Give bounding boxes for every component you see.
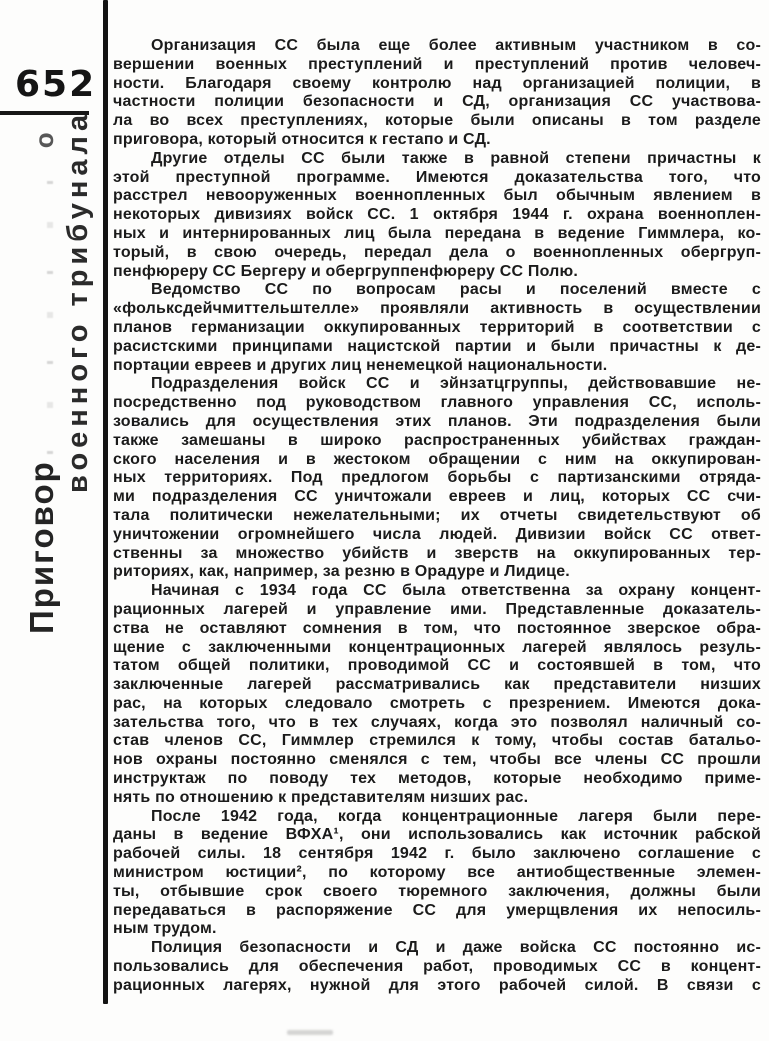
paragraph: [113, 150, 761, 282]
text-line: ми подразделения СС уничтожали евреев и лиц, которых СС счи-: [113, 488, 761, 506]
text-line: рационных лагерях, нужной для этого рабочей силой. В связи с: [113, 976, 761, 994]
text-line: пользовались для обеспечения работ, проводимых СС в концент-: [113, 958, 761, 976]
text-line: зовались для осуществления этих планов. Эти подразделения были: [113, 412, 761, 430]
text-line: портации евреев и других лиц ненемецкой национальности.: [113, 356, 608, 374]
text-line: щение с заключенными концентрационных лагерей являлось резуль-: [113, 638, 761, 656]
paragraph: [113, 808, 761, 940]
text-line: Другие отделы СС были также в равной степени причастны к: [151, 149, 761, 167]
text-line: вершении военных преступлений и преступлений против человеч-: [113, 55, 761, 73]
text-line: ства не оставляют сомнения в том, что постоянное зверское обра-: [113, 619, 761, 637]
paragraph: [113, 375, 761, 582]
text-line: пенфюреру СС Бергеру и обергруппенфюреру СС Полю.: [113, 262, 579, 280]
text-line: даны в ведение ВФХА¹, они использовались как источник рабской: [113, 826, 761, 844]
text-line: рас, на которых следовало смотреть с презрением. Имеются дока-: [113, 694, 761, 712]
text-line: ственны за множество убийств и зверств на оккупированных тер-: [113, 544, 761, 562]
text-line: расистскими принципами нацистской партии и были причастны к де-: [113, 337, 761, 355]
text-line: этой преступной программе. Имеются доказательства того, что: [113, 168, 761, 186]
text-line: планов германизации оккупированных территорий в соответствии с: [113, 318, 761, 336]
text-line: нять по отношению к представителям низших рас.: [113, 788, 529, 806]
text-line: приговора, который относится к гестапо и СД.: [113, 130, 491, 148]
text-line: министром юстиции², по которому все антиобщественные элемен-: [113, 864, 761, 882]
paragraph: [113, 582, 761, 808]
text-line: передаваться в распоряжение СС для умерщвления их непосиль-: [113, 901, 761, 919]
faded-letter: о: [29, 130, 59, 149]
margin-title-line1: [25, 130, 60, 634]
text-line: также замешаны в широко распространенных убийствах граждан-: [113, 431, 761, 449]
margin-title-word: Приговор: [23, 460, 60, 634]
scan-smudge: [287, 1030, 333, 1035]
margin-title-line2: военного трибунала: [62, 109, 94, 493]
text-line: уничтожении огромнейшего числа людей. Дивизии войск СС ответ-: [113, 525, 761, 543]
text-line: татом общей политики, проводимой СС и состоявшей в том, что: [113, 657, 761, 675]
text-line: Подразделения войск СС и эйнзатцгруппы, действовавшие не-: [151, 375, 761, 393]
text-line: ла во всех преступлениях, которые были описаны в том разделе: [113, 112, 761, 130]
text-line: ского населения и в жестоком обращении с ним на оккупирован-: [113, 450, 761, 468]
text-line: После 1942 года, когда концентрационные лагеря были пере-: [151, 807, 761, 825]
text-line: посредственно под руководством главного управления СС, исполь-: [113, 394, 761, 412]
page-text-block: [113, 37, 761, 996]
faded-text-smudge: [47, 154, 53, 454]
text-line: «фольксдейчмиттельштелле» проявляли активность в осуществлении: [113, 300, 761, 318]
text-line: торый, в свою очередь, передал дела о военнопленных обергруп-: [113, 243, 761, 261]
text-line: тала политически нежелательными; их отчеты свидетельствуют об: [113, 506, 761, 524]
text-line: рационных лагерей и управление ими. Представленные доказатель-: [113, 600, 761, 618]
text-line: некоторых дивизиях войск СС. 1 октября 1944 г. охрана военноплен-: [113, 206, 761, 224]
text-line: расстрел невооруженных военнопленных был обычным явлением в: [113, 187, 761, 205]
text-line: Организация СС была еще более активным участником в со-: [151, 37, 761, 54]
text-line: Ведомство СС по вопросам расы и поселений вместе с: [151, 281, 761, 299]
text-line: Начиная с 1934 года СС была ответственна за охрану концент-: [151, 582, 761, 600]
page-number: 652: [15, 64, 97, 105]
text-line: зательства того, что в тех случаях, когда это позволял наличный со-: [113, 713, 761, 731]
margin-border-line: [103, 0, 108, 1004]
text-line: Полиция безопасности и СД и даже войска СС постоянно ис-: [151, 939, 761, 957]
text-line: нов охраны постоянно сменялся с тем, чтобы все члены СС прошли: [113, 751, 761, 769]
text-line: инструктаж по поводу тех методов, которые необходимо приме-: [113, 770, 761, 788]
text-line: частности полиции безопасности и СД, организация СС участвова-: [113, 93, 761, 111]
text-line: риториях, как, например, за резню в Орадуре и Лидице.: [113, 563, 570, 581]
text-line: рабочей силы. 18 сентября 1942 г. было заключено соглашение с: [113, 845, 761, 863]
text-line: став членов СС, Гиммлер стремился к тому, чтобы состав батальо-: [113, 732, 761, 750]
text-line: ности. Благодаря своему контролю над организацией полиции, в: [113, 74, 761, 92]
text-line: ных и интернированных лиц была передана в ведение Гиммлера, ко-: [113, 224, 761, 242]
paragraph: [113, 939, 761, 995]
text-line: ты, отбывшие срок своего тюремного заключения, должны были: [113, 882, 761, 900]
text-line: ным трудом.: [113, 920, 217, 938]
text-line: заключенные лагерей рассматривались как представители низших: [113, 676, 761, 694]
paragraph: [113, 281, 761, 375]
text-line: ных территориях. Под предлогом борьбы с партизанскими отряда-: [113, 469, 761, 487]
paragraph: [113, 37, 761, 150]
